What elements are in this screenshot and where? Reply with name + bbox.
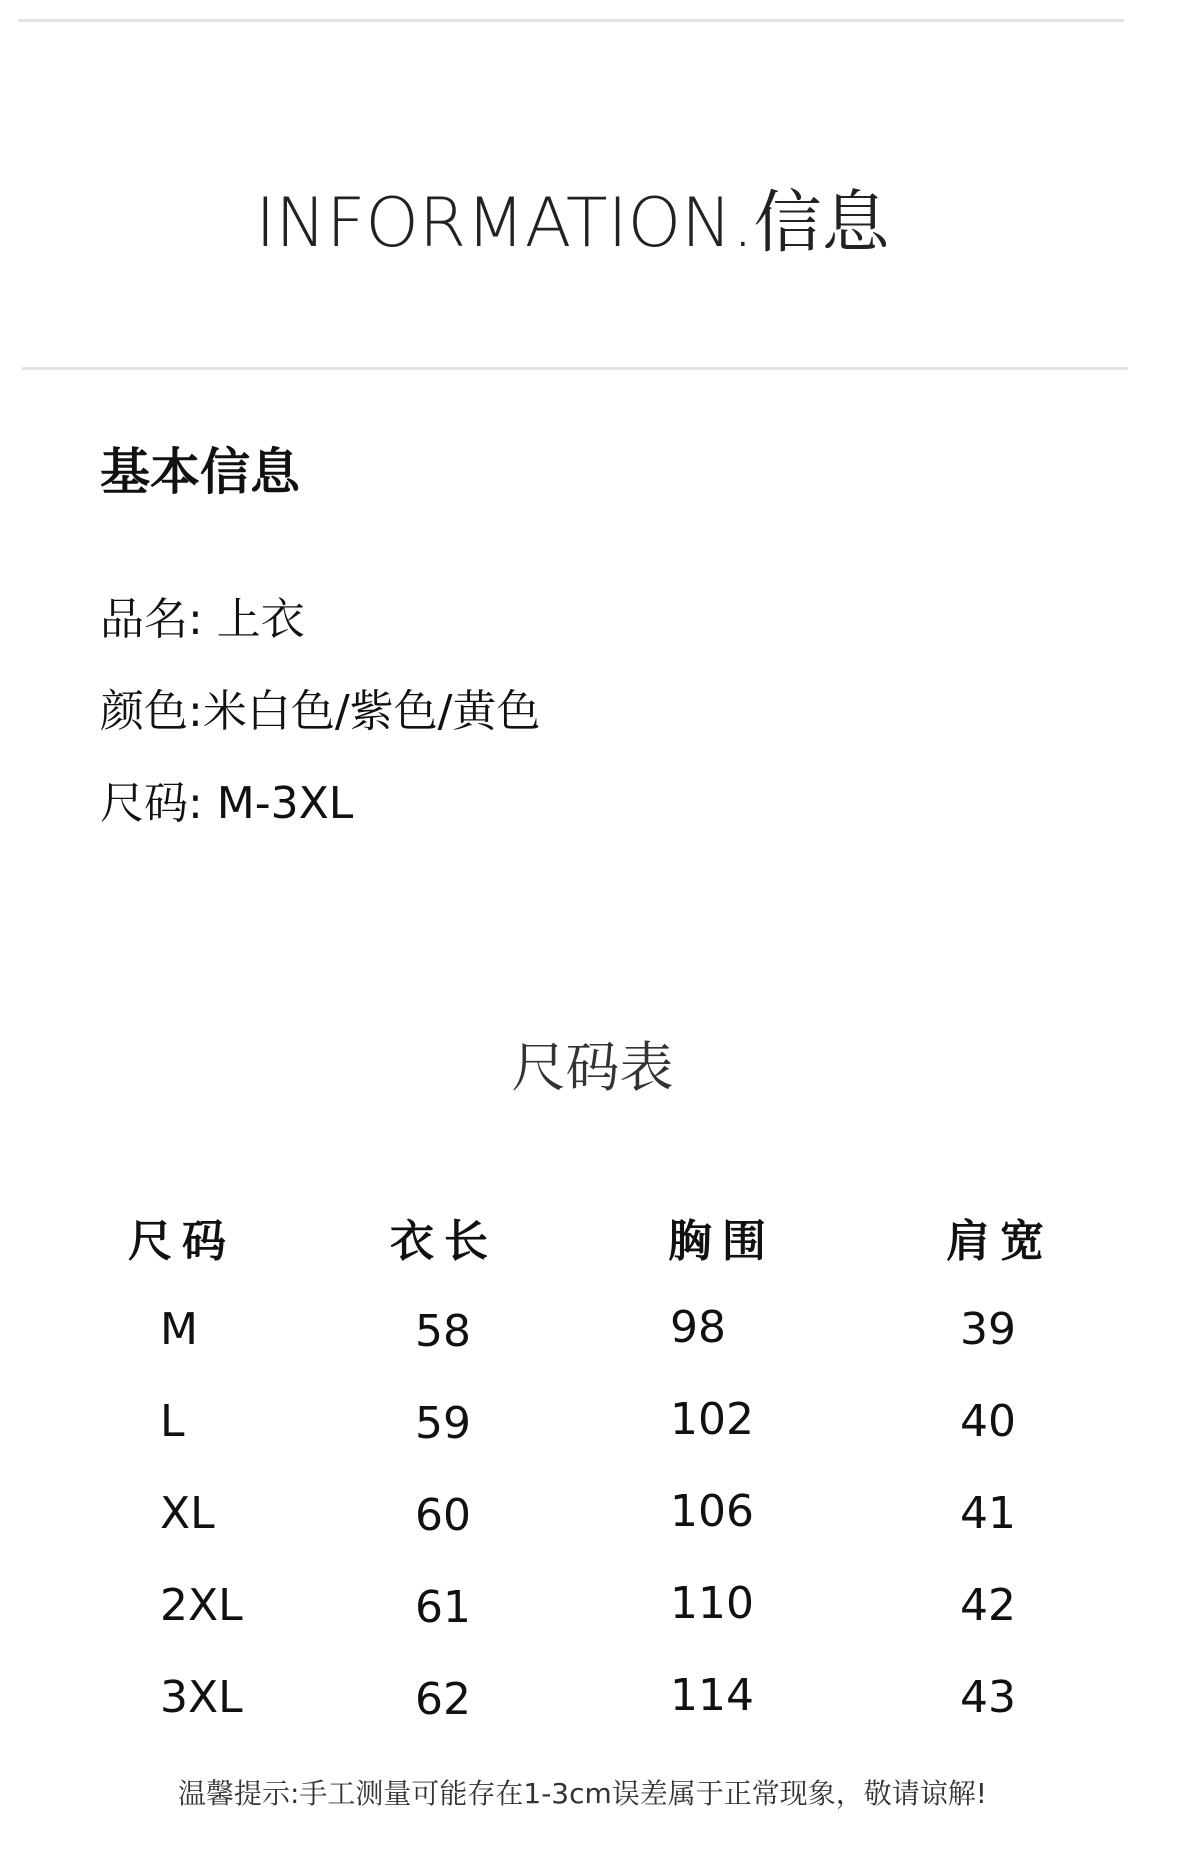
table-cell-chest: 114 <box>670 1670 754 1721</box>
table-cell-chest: 98 <box>670 1302 726 1353</box>
table-cell-size: 3XL <box>160 1672 243 1723</box>
table-cell-length: 58 <box>415 1306 471 1357</box>
table-cell-size: XL <box>160 1488 215 1539</box>
table-cell-length: 61 <box>415 1582 471 1633</box>
table-cell-shoulder: 40 <box>960 1396 1016 1447</box>
product-name-line: 品名: 上衣 <box>100 594 305 645</box>
table-cell-shoulder: 42 <box>960 1580 1016 1631</box>
table-cell-length: 62 <box>415 1674 471 1725</box>
table-cell-shoulder: 39 <box>960 1304 1016 1355</box>
size-range-line: 尺码: M-3XL <box>100 778 354 829</box>
table-cell-chest: 106 <box>670 1486 754 1537</box>
table-cell-size: L <box>160 1396 185 1447</box>
measurement-note: 温馨提示:手工测量可能存在1-3cm误差属于正常现象，敬请谅解! <box>177 1777 988 1810</box>
table-cell-length: 60 <box>415 1490 471 1541</box>
column-header-chest: 胸围 <box>668 1216 776 1267</box>
size-chart-title: 尺码表 <box>511 1036 674 1099</box>
color-options-line: 颜色:米白色/紫色/黄色 <box>100 686 541 737</box>
table-cell-size: 2XL <box>160 1580 243 1631</box>
table-cell-length: 59 <box>415 1398 471 1449</box>
basic-info-heading: 基本信息 <box>100 443 300 501</box>
table-cell-shoulder: 43 <box>960 1672 1016 1723</box>
column-header-length: 衣长 <box>390 1216 498 1267</box>
column-header-size: 尺码 <box>128 1216 236 1267</box>
table-cell-shoulder: 41 <box>960 1488 1016 1539</box>
table-cell-chest: 102 <box>670 1394 754 1445</box>
column-header-shoulder: 肩宽 <box>946 1216 1054 1267</box>
table-cell-size: M <box>160 1304 198 1355</box>
table-cell-chest: 110 <box>670 1578 754 1629</box>
page-title: INFORMATION.信息 <box>255 184 890 263</box>
